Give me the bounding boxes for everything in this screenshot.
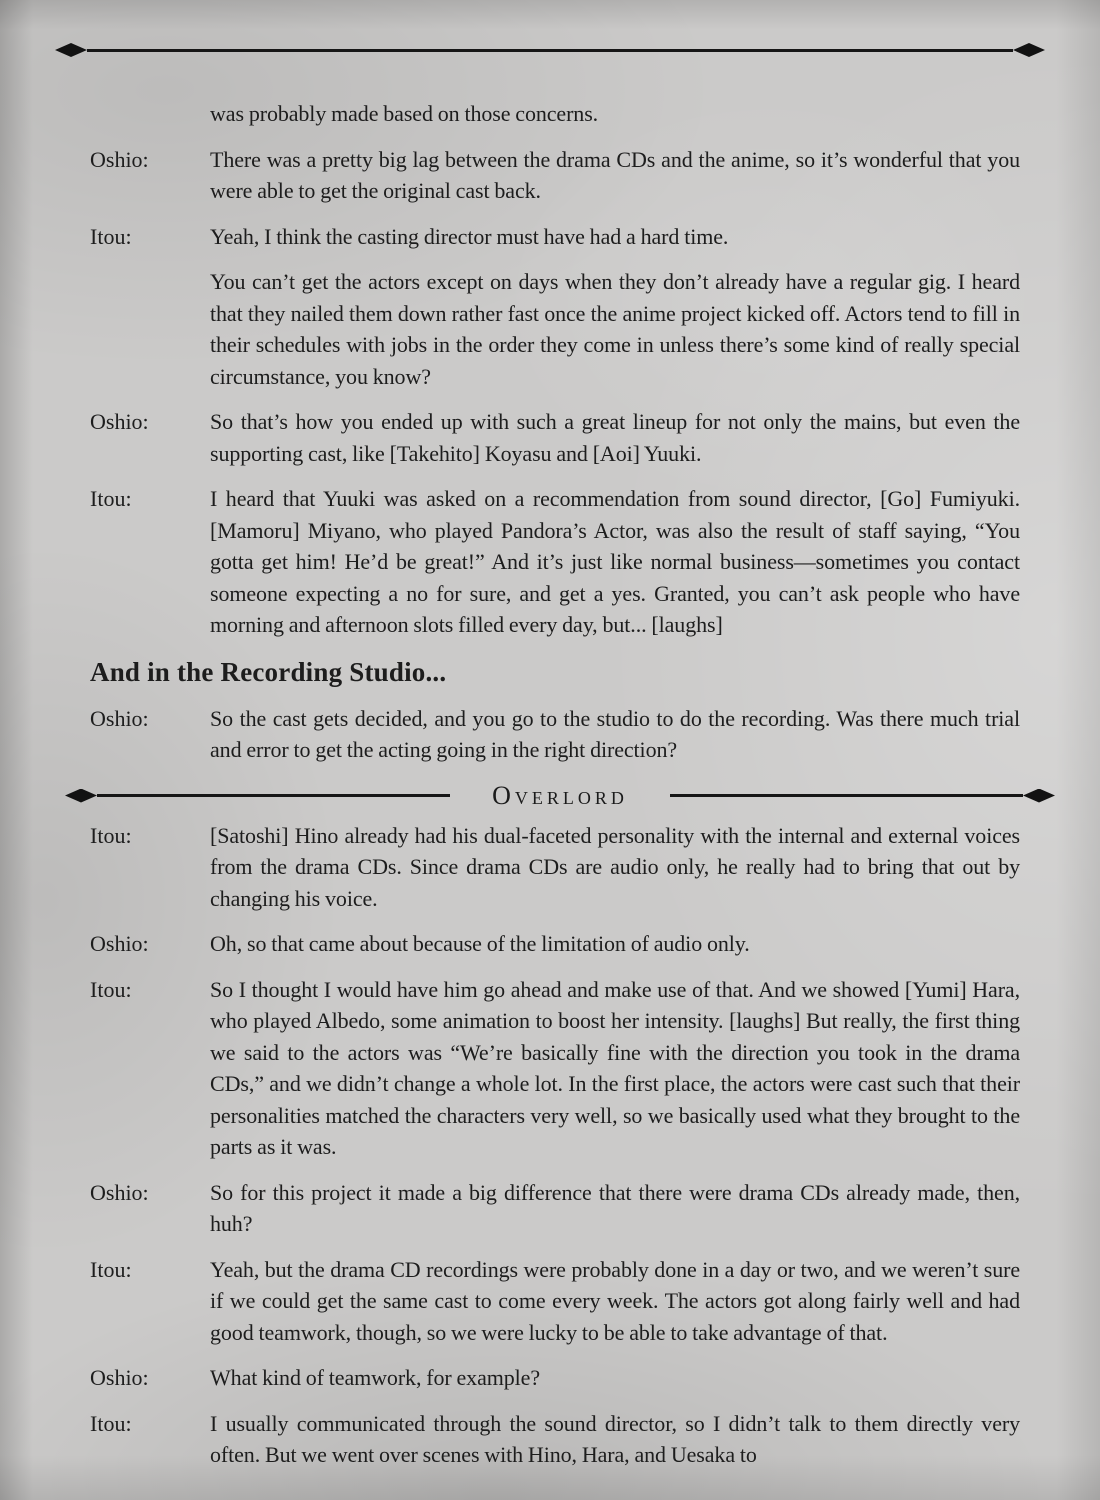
dialogue-turn [90, 483, 1020, 641]
dialogue-turn [90, 266, 1020, 392]
speech-text: I heard that Yuuki was asked on a recommendation from sound director, [Go] Fumiyuki. [Mamoru] Miyano, who played Pandora’s Actor, was also the result of staff saying, “You gotta get him! He’d be great!” And it’s just like normal business—sometimes you contact someone expecting a no for sure, and get a yes. Granted, you can’t ask people who have morning and afternoon slots filled every day, but... [laughs] [210, 486, 1020, 637]
dialogue-turn [90, 406, 1020, 469]
dialogue-turn [90, 221, 1020, 253]
speech-text: There was a pretty big lag between the drama CDs and the anime, so it’s wonderful that you were able to get the original cast back. [210, 146, 1020, 203]
speaker-label: Oshio: [90, 409, 149, 434]
speaker-label: Itou: [90, 1410, 132, 1436]
speaker-label: Oshio: [90, 931, 149, 956]
speaker-label [90, 98, 210, 130]
speaker-label: Itou: [90, 976, 132, 1002]
speaker-label: Itou: [90, 223, 132, 249]
speech-text: Yeah, but the drama CD recordings were probably done in a day or two, and we weren’t sure if we could get the same cast to come every week. The actors got along fairly well and had good teamwork, though, so we were lucky to be able to take advantage of that. [210, 1256, 1020, 1345]
speech-text: So I thought I would have him go ahead and make use of that. And we showed [Yumi] Hara, who played Albedo, some animation to boost her intensity. [laughs] But really, the first thing we said to the actors was “We’re basically fine with the direction you took in the drama CDs,” and we didn’t change a whole lot. In the first place, the actors were cast such that their personalities matched the characters very well, so we basically used what they brought to the parts as it was. [210, 976, 1020, 1159]
dialogue-turn [90, 703, 1020, 766]
speaker-label: Oshio: [90, 1365, 149, 1390]
dialogue-turn [90, 144, 1020, 207]
speaker-label [90, 266, 210, 392]
dialogue-turn [90, 1177, 1020, 1240]
interview-transcript [90, 98, 1020, 1471]
speaker-label: Oshio: [90, 705, 149, 731]
divider-rule [87, 49, 1013, 52]
speaker-label: Itou: [90, 1256, 132, 1282]
speech-text: So for this project it made a big difference that there were drama CDs already made, then, huh? [210, 1179, 1020, 1236]
dialogue-turn [90, 1408, 1020, 1471]
top-divider [55, 42, 1045, 58]
section-heading: And in the Recording Studio... [90, 656, 447, 687]
divider-title: Overlord [492, 780, 628, 810]
diamond-ornament-left [55, 43, 87, 57]
speech-text: You can’t get the actors except on days when they don’t already have a regular gig. I heard that they nailed them down rather fast once the anime project kicked off. Actors tend to fill in their schedules with jobs in the order they come in unless there’s some kind of really special circumstance, you know? [210, 269, 1020, 389]
speech-text: Oh, so that came about because of the limitation of audio only. [210, 931, 750, 956]
speech-text: [Satoshi] Hino already had his dual-faceted personality with the internal and external voices from the drama CDs. Since drama CDs are audio only, he really had to bring that out by changing his voice. [210, 822, 1020, 911]
speech-text: was probably made based on those concerns. [210, 101, 599, 126]
speech-text: So the cast gets decided, and you go to the studio to do the recording. Was there much trial and error to get the acting going in the right direction? [210, 705, 1020, 762]
dialogue-turn [90, 974, 1020, 1163]
diamond-ornament-right [1023, 789, 1055, 803]
section-divider [65, 780, 1055, 810]
dialogue-turn [90, 820, 1020, 915]
diamond-ornament-right [1013, 43, 1045, 57]
speech-text: Yeah, I think the casting director must have had a hard time. [210, 223, 729, 249]
dialogue-turn [90, 928, 1020, 960]
dialogue-turn [90, 98, 1020, 130]
speaker-label: Oshio: [90, 146, 149, 172]
speech-text: I usually communicated through the sound director, so I didn’t talk to them directly very often. But we went over scenes with Hino, Hara, and Uesaka to [210, 1410, 1020, 1467]
speaker-label: Itou: [90, 486, 132, 511]
dialogue-turn [90, 1362, 1020, 1394]
divider-rule-right [670, 794, 1023, 797]
divider-rule-left [97, 794, 450, 797]
speech-text: What kind of teamwork, for example? [210, 1365, 540, 1390]
speaker-label: Oshio: [90, 1179, 149, 1205]
speaker-label: Itou: [90, 822, 132, 848]
dialogue-turn [90, 1254, 1020, 1349]
diamond-ornament-left [65, 789, 97, 803]
page-content [55, 98, 1045, 1471]
speech-text: So that’s how you ended up with such a great lineup for not only the mains, but even the supporting cast, like [Takehito] Koyasu and [Aoi] Yuuki. [210, 409, 1020, 466]
